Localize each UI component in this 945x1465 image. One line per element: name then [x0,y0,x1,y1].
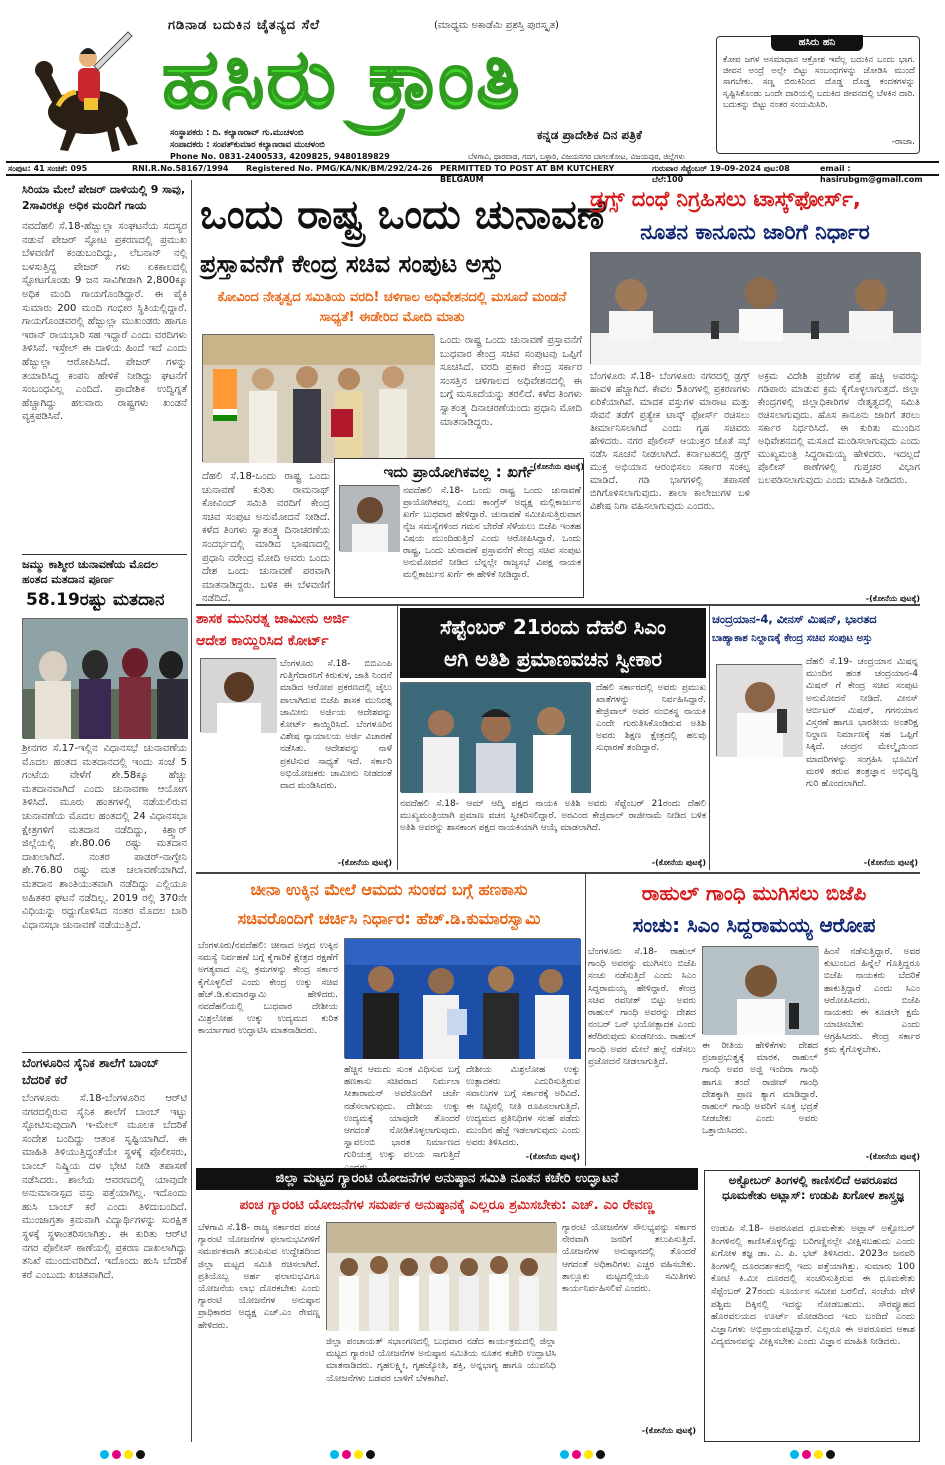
lead-photo [202,334,434,462]
school-bomb-headline: ಬೆಂಗಳೂರಿನ ಸೈನಿಕ ಶಾಲೆಗೆ ಬಾಂಬ್ ಬೆದರಿಕೆ ಕರೆ [22,1052,187,1088]
lead-subheadline: ಪ್ರಸ್ತಾವನೆಗೆ ಕೇಂದ್ರ ಸಚಿವ ಸಂಪುಟ ಅಸ್ತು [200,250,504,278]
school-bomb-text: ಬೆಂಗಳೂರು ಸೆ.18-ಬೆಂಗಳೂರಿನ ಆರ್‌ಟಿ ನಗರದಲ್ಲಿರುವ ಸೈನಿಕ ಶಾಲೆಗೆ ಬಾಂಬ್ ಇಟ್ಟು ಸ್ಫೋಟಿಸುವುದಾಗಿ ಇ-ಮೇಲ್ ಮೂಲಕ ಬೆದರಿಕೆ ಸಂದೇಶ ಬಂದಿದ್ದು ಆತಂಕ ಸೃಷ್ಟಿಯಾಗಿದೆ. ಈ ಮಾಹಿತಿ ತಿಳಿಯುತ್ತಿದ್ದಂತೆಯೇ ಸ್ಥಳಕ್ಕೆ ಪೊಲೀಸರು, ಬಾಂಬ್ ನಿಷ್ಕ್ರಿಯ ದಳ ಭೇಟಿ ನೀಡಿ ತಪಾಸಣೆ ನಡೆಸಿದರು. ಶಾಲೆಯ ಆವರಣದಲ್ಲಿ ಯಾವುದೇ ಅನುಮಾನಾಸ್ಪದ ವಸ್ತು ಪತ್ತೆಯಾಗಿಲ್ಲ. ಇದೊಂದು ಹುಸಿ ಬಾಂಬ್ ಕರೆ ಎಂದು ತಿಳಿದುಬಂದಿದೆ. ಮುಂಜಾಗ್ರತಾ ಕ್ರಮವಾಗಿ ವಿದ್ಯಾರ್ಥಿಗಳನ್ನು ಸುರಕ್ಷಿತ ಸ್ಥಳಕ್ಕೆ ಸ್ಥಳಾಂತರಿಸಲಾಗಿತ್ತು. ಈ ಕುರಿತು ಆರ್‌ಟಿ ನಗರ ಪೊಲೀಸ್ ಠಾಣೆಯಲ್ಲಿ ಪ್ರಕರಣ ದಾಖಲಾಗಿದ್ದು ತನಿಖೆ ಮುಂದುವರಿದಿದೆ. ಇದೊಂದು ಹುಸಿ ಬೆದರಿಕೆ ಕರೆ ಎಂಬುದು ಖಚಿತವಾಗಿದೆ. [22,1093,187,1281]
munirathna-photo [200,658,276,732]
thought-box-text: ಕೋಪ ಜಗಳ ಅಸಮಾಧಾನ ಆಕ್ರೋಶ ಇವೆಲ್ಲ ಬದುಕಿನ ಒಂದು ಭಾಗ. ಜೀವನ ಅಂದ್ರೆ ಅಲ್ಲೇ ಬಿಟ್ಟು ಸಂಬಂಧಗಳನ್ನು ಜೋಡಿಸಿ ಮುಂದೆ ಸಾಗಬೇಕು. ಸಣ್ಣ ಬಿರುಕಿನಿಂದ ದೊಡ್ಡ ದೊಡ್ಡ ಕಂದಕಗಳನ್ನು ಸೃಷ್ಟಿಸಿಕೊಂಡು ಒಂದೇ ದಾರಿಯಲ್ಲಿ ಬದುಕಿದ ಜೀವನದಲ್ಲಿ ಬೆಳಕಿನ ದಾರಿ. ಬದುಕನ್ನು ಬಿಟ್ಟು ನಂತರ ಸಂಯಮಿಸಿರಿ. [723,55,915,110]
rni-number: RNI.R.No.58167/1994 [132,164,229,173]
chandrayaan-credit: -(ಕೋನೆಯ ಪುಟಕ್ಕೆ) [863,858,918,867]
lead-story [196,180,606,605]
drugs-meeting-photo [590,252,920,364]
lead-headline: ಒಂದು ರಾಷ್ಟ್ರ ಒಂದು ಚುನಾವಣೆ [200,192,606,238]
comet-headline: ಅಕ್ಟೋಬರ್ ತಿಂಗಳಲ್ಲಿ ಕಾಣಿಸಲಿದೆ ಅಪರೂಪದ ಧೂಮಕೇತು ಅಟ್ಲಾಸ್: ಉಡುಪಿ ಖಗೋಳ ಶಾಸ್ತ್ರಜ್ಞ [722,1173,904,1202]
thought-box-sign: -ರಾಜಾ. [891,137,915,147]
registration-dot-yellow [584,1450,593,1459]
guarantee-text-b: ಜಿಲ್ಲಾ ಪಂಚಾಯತ್ ಸಭಾಂಗಣದಲ್ಲಿ ಬುಧವಾರ ನಡೆದ ಕಾರ್ಯಕ್ರಮದಲ್ಲಿ ಜಿಲ್ಲಾ ಮಟ್ಟದ ಗ್ಯಾರಂಟಿ ಯೋಜನೆಗಳ ಅನುಷ್ಠಾನ ಸಮಿತಿಯ ನೂತನ ಕಚೇರಿ ಉದ್ಘಾಟಿಸಿ ಮಾತನಾಡಿದರು. ಗೃಹಲಕ್ಷ್ಮೀ, ಗೃಹಜ್ಯೋತಿ, ಶಕ್ತಿ, ಅನ್ನಭಾಗ್ಯ ಹಾಗೂ ಯುವನಿಧಿ ಯೋಜನೆಗಳು ಬಡವರ ಬಾಳಿಗೆ ಬೆಳಕಾಗಿವೆ. [326,1337,556,1384]
steel-headline-1: ಚೀನಾ ಉಕ್ಕಿನ ಮೇಲೆ ಆಮದು ಸುಂಕದ ಬಗ್ಗೆ ಹಣಕಾಸು [250,880,528,899]
registration-dot-yellow [124,1450,133,1459]
guarantee-photo [326,1222,556,1330]
drugs-headline-1: ಡ್ರಗ್ಸ್ ದಂಧೆ ನಿಗ್ರಹಿಸಲು ಟಾಸ್ಕ್‌ಫೋರ್ಸ್, [590,187,861,211]
atishi-headline-2: ಆಗಿ ಅತಿಶಿ ಪ್ರಮಾಣವಚನ ಸ್ವೀಕಾರ [444,647,662,671]
issue-date: ಗುರುವಾರ ಸೆಪ್ಟೆಂಬರ್ 19-09-2024 ಪುಟ:08 ಬೆಲೆ:100 [652,164,790,184]
chandrayaan-headline-2: ಬಾಹ್ಯಾಕಾಶ ನಿಲ್ದಾಣಕ್ಕೆ ಕೇಂದ್ರ ಸಚಿವ ಸಂಪುಟ ಅಸ್ತು [712,633,873,644]
newspaper-subtitle: ಕನ್ನಡ ಪ್ರಾದೇಶಿಕ ದಿನ ಪತ್ರಿಕೆ [537,128,642,142]
registration-dot-black [136,1450,145,1459]
rahul-text-a: ಬೆಂಗಳೂರು ಸೆ.18- ರಾಹುಲ್ ಗಾಂಧಿ ಅವರನ್ನು ಮುಗಿಸಲು ಬಿಜೆಪಿ ಸಂಚು ನಡೆಸುತ್ತಿದೆ ಎಂದು ಸಿಎಂ ಸಿದ್ದರಾಮಯ್ಯ ಹೇಳಿದ್ದಾರೆ. ಕೇಂದ್ರ ಸಚಿವ ರವನೀತ್ ಬಿಟ್ಟು ಅವರು ರಾಹುಲ್ ಗಾಂಧಿ ಅವರನ್ನು ದೇಶದ ನಂಬರ್ ಒನ್ ಭಯೋತ್ಪಾದಕ ಎಂದು ಕರೆದಿರುವುದು ಖಂಡನೀಯ. ರಾಹುಲ್ ಗಾಂಧಿ ಅವರ ಮೇಲೆ ಹಲ್ಲೆ ನಡೆಸಲು ಪ್ರಚೋದನೆ ನೀಡಲಾಗುತ್ತಿದೆ. [588,947,696,1067]
founder-line: ಸಂಸ್ಥಾಪಕರು : ದಿ. ಕಲ್ಯಾಣರಾವ್ ಗು.ಮುಚಳಂಬಿ [170,128,304,138]
districts-line: ಬೆಳಗಾವಿ, ಧಾರವಾಡ, ಗದಗ, ಬಳ್ಳಾರಿ, ವಿಜಯನಗರ ಬಾಗಲಕೋಟ, ವಿಜಯಪುರ, ಜಿಲ್ಲೆಗಳು [468,152,685,161]
comet-text: ಉಡುಪಿ ಸೆ.18- ಅಪರೂಪದ ಧೂಮಕೇತು ಅಟ್ಲಾಸ್ ಅಕ್ಟೋಬರ್ ತಿಂಗಳಿನಲ್ಲಿ ಕಾಣಿಸಿಕೊಳ್ಳಲಿದ್ದು ಬರಿಗಣ್ಣಿನಲ್ಲೇ ವೀಕ್ಷಿಸಬಹುದು ಎಂದು ಖಗೋಳ ತಜ್ಞ ಡಾ. ಎ. ಪಿ. ಭಟ್ ತಿಳಿಸಿದರು. 2023ರ ಜನವರಿ ತಿಂಗಳಲ್ಲಿ ದೂರದರ್ಶಕದಲ್ಲಿ ಇದು ಪತ್ತೆಯಾಗಿತ್ತು. ಸುಮಾರು 100 ಕೋಟಿ ಕಿ.ಮೀ ದೂರದಲ್ಲಿ ಸಂಚರಿಸುತ್ತಿರುವ ಈ ಧೂಮಕೇತು ಸೆಪ್ಟೆಂಬರ್ 27ರಂದು ಸೂರ್ಯನ ಸಮೀಪ ಬರಲಿದೆ. ಸಂಜೆಯ ವೇಳೆ ಪಶ್ಚಿಮ ದಿಕ್ಕಿನಲ್ಲಿ ಇದನ್ನು ನೋಡಬಹುದು. ಸೌರವ್ಯೂಹದ ಹೊರವಲಯದ ಊರ್ಟ್ ಮೋಡದಿಂದ ಇದು ಬಂದಿದೆ ಎಂದು ವಿಜ್ಞಾನಿಗಳು ಅಭಿಪ್ರಾಯಪಟ್ಟಿದ್ದಾರೆ. ಎಲ್ಲರೂ ಈ ಅಪರೂಪದ ಆಕಾಶ ವಿದ್ಯಮಾನವನ್ನು ವೀಕ್ಷಿಸಬೇಕು ಎಂದು ವಿಜ್ಞಾನ ಮಾಹಿತಿ ನೀಡಿದರು. [711,1223,915,1348]
munirathna-story [196,606,394,870]
registration-dot-magenta [342,1450,351,1459]
registration-dot-cyan [330,1450,339,1459]
atishi-photo [400,682,590,792]
guarantee-bar-text: ಜಿಲ್ಲಾ ಮಟ್ಟದ ಗ್ಯಾರಂಟಿ ಯೋಜನೆಗಳ ಅನುಷ್ಠಾನ ಸಮಿತಿ ನೂತನ ಕಚೇರಿ ಉದ್ಘಾಟನೆ [275,1171,619,1186]
steel-photo [344,938,580,1058]
munirathna-credit: -(ಕೋನೆಯ ಪುಟಕ್ಕೆ) [337,858,392,867]
munirathna-text: ಬೆಂಗಳೂರು ಸೆ.18- ಬಿಬಿಎಂಪಿ ಗುತ್ತಿಗೆದಾರನಿಗೆ ಕಿರುಕುಳ, ಜಾತಿ ನಿಂದನೆ ಮಾಡಿದ ಆರೋಪ ಪ್ರಕರಣದಲ್ಲಿ ಜೈಲು ಪಾಲಾಗಿರುವ ಬಿಜೆಪಿ ಶಾಸಕ ಮುನಿರತ್ನ ಜಾಮೀನು ಅರ್ಜಿಯ ಆದೇಶವನ್ನು ಕೋರ್ಟ್ ಕಾಯ್ದಿರಿಸಿದೆ. ಬೆಂಗಳೂರಿನ ವಿಶೇಷ ನ್ಯಾಯಾಲಯ ಅರ್ಜಿ ವಿಚಾರಣೆ ನಡೆಸಿತು. ಆದೇಶವನ್ನು ನಾಳೆ ಪ್ರಕಟಿಸುವ ಸಾಧ್ಯತೆ ಇದೆ. ಸರ್ಕಾರಿ ಅಭಿಯೋಜಕರು ಜಾಮೀನು ನೀಡದಂತೆ ವಾದ ಮಂಡಿಸಿದರು. [280,659,392,792]
chandrayaan-story [712,606,920,870]
guarantee-story [196,1168,698,1444]
issue-number: ಸಂಪುಟ: 41 ಸಂಚಿಕೆ: 095 [8,164,88,173]
registration-dot-black [826,1450,835,1459]
steel-text-c: ದೇಶೀಯ ಮಿಶ್ರಲೋಹ ಉಕ್ಕು ಉತ್ಪಾದಕರು ಎದುರಿಸುತ್ತಿರುವ ಸವಾಲುಗಳ ಬಗ್ಗೆ ಸರ್ಕಾರಕ್ಕೆ ಅರಿವಿದೆ. ಈ ನಿಟ್ಟಿನಲ್ಲಿ ನೀತಿ ರೂಪಿಸಲಾಗುತ್ತಿದೆ. ಉದ್ಯಮದ ಪ್ರತಿನಿಧಿಗಳ ಸಲಹೆ ಪಡೆದು ಮುಂದಿನ ಹೆಜ್ಜೆ ಇಡಲಾಗುವುದು ಎಂದು ಅವರು ತಿಳಿಸಿದರು. [466,1065,580,1149]
lead-credit: -(ಕೋನೆಯ ಪುಟಕ್ಕೆ) [529,462,584,471]
lead-text-b: ದೆಹಲಿ ಸೆ.18-ಒಂದು ರಾಷ್ಟ್ರ ಒಂದು ಚುನಾವಣೆ ಕುರಿತು ರಾಮನಾಥ್ ಕೋವಿಂದ್ ಸಮಿತಿ ವರದಿಗೆ ಕೇಂದ್ರ ಸಚಿವ ಸಂಪುಟ ಅನುಮೋದನೆ ನೀಡಿದೆ. ಕಳೆದ ತಿಂಗಳು ಸ್ವಾತಂತ್ರ್ಯ ದಿನಾಚರಣೆಯ ಸಂದರ್ಭದಲ್ಲಿ ಮಾಡಿದ ಭಾಷಣದಲ್ಲಿ ಪ್ರಧಾನಿ ನರೇಂದ್ರ ಮೋದಿ ಅವರು ಒಂದು ದೇಶ ಒಂದು ಚುನಾವಣೆ ಪರವಾಗಿ ಮಾತನಾಡಿದ್ದರು. ಬಳಿಕ ಈ ಬೆಳವಣಿಗೆ ನಡೆದಿದೆ. [202,471,330,605]
atishi-side-text: ದೆಹಲಿ ಸರ್ಕಾರದಲ್ಲಿ ಅವರು ಪ್ರಮುಖ ಖಾತೆಗಳನ್ನು ನಿರ್ವಹಿಸಿದ್ದಾರೆ. ಕೇಜ್ರಿವಾಲ್ ಅವರ ನಂಬಿಕಸ್ಥ ನಾಯಕಿ ಎಂದೇ ಗುರುತಿಸಿಕೊಂಡಿರುವ ಅತಿಶಿ ಅವರು ಶಿಕ್ಷಣ ಕ್ಷೇತ್ರದಲ್ಲಿ ಹಲವು ಸುಧಾರಣೆ ತಂದಿದ್ದಾರೆ. [596,683,706,753]
atishi-credit: -(ಕೋನೆಯ ಪುಟಕ್ಕೆ) [651,858,706,867]
rahul-text-b: ಈ ರೀತಿಯ ಹೇಳಿಕೆಗಳು ದೇಶದ ಪ್ರಜಾಪ್ರಭುತ್ವಕ್ಕೆ ಮಾರಕ. ರಾಹುಲ್ ಗಾಂಧಿ ಅವರ ಅಜ್ಜಿ ಇಂದಿರಾ ಗಾಂಧಿ ಹಾಗೂ ತಂದೆ ರಾಜೀವ್ ಗಾಂಧಿ ದೇಶಕ್ಕಾಗಿ ಪ್ರಾಣ ತ್ಯಾಗ ಮಾಡಿದ್ದಾರೆ. ರಾಹುಲ್ ಗಾಂಧಿ ಅವರಿಗೆ ಸೂಕ್ತ ಭದ್ರತೆ ನೀಡಬೇಕು ಎಂದು ಅವರು ಒತ್ತಾಯಿಸಿದರು. [702,1041,818,1137]
siddaramaiah-photo [702,946,818,1034]
editor-line: ಸಂಪಾದಕರು : ಸಂಪತ್‌ಕುಮಾರ ಕಲ್ಯಾಣರಾವ ಮುಚಳಂಬಿ [170,140,325,150]
drugs-story [590,180,920,610]
rahul-headline-1: ರಾಹುಲ್ ಗಾಂಧಿ ಮುಗಿಸಲು ಬಿಜೆಪಿ [641,881,867,905]
info-bar [6,161,939,184]
registration-dot-yellow [354,1450,363,1459]
registration-dot-yellow [814,1450,823,1459]
steel-credit: -(ಕೋನೆಯ ಪುಟಕ್ಕೆ) [525,1152,580,1161]
registration-dot-black [596,1450,605,1459]
jk-text: ಶ್ರೀನಗರ ಸೆ.17-ಇಲ್ಲಿನ ವಿಧಾನಸಭೆ ಚುನಾವಣೆಯ ಮೊದಲ ಹಂತದ ಮತದಾನದಲ್ಲಿ ಇಂದು ಸಂಜೆ 5 ಗಂಟೆಯ ವೇಳೆಗೆ ಶೇ.58ಕ್ಕೂ ಹೆಚ್ಚು ಮತದಾನವಾಗಿದೆ ಎಂದು ಚುನಾವಣಾ ಆಯೋಗ ತಿಳಿಸಿದೆ. ಮೂರು ಹಂತಗಳಲ್ಲಿ ನಡೆಯಲಿರುವ ಚುನಾವಣೆಯ ಮೊದಲ ಹಂತದಲ್ಲಿ 24 ವಿಧಾನಸಭಾ ಕ್ಷೇತ್ರಗಳಿಗೆ ಮತದಾನ ನಡೆದಿದ್ದು, ಕಿಶ್ತ್ವಾರ್ ಜಿಲ್ಲೆಯಲ್ಲಿ ಶೇ.80.06 ರಷ್ಟು ಮತದಾನ ದಾಖಲಾಗಿದೆ. ನಂತರ ಪಾಡರ್-ನಾಗ್ಸೇನಿ ಶೇ.76.80 ರಷ್ಟು ಮತ ಚಲಾವಣೆಯಾಗಿದೆ. ಮತದಾನ ಶಾಂತಿಯುತವಾಗಿ ನಡೆದಿದ್ದು ಎಲ್ಲಿಯೂ ಅಹಿತಕರ ಘಟನೆ ನಡೆದಿಲ್ಲ. 2019 ರಲ್ಲಿ 370ನೇ ವಿಧಿಯನ್ನು ರದ್ದುಗೊಳಿಸಿದ ನಂತರ ಮೊದಲ ಬಾರಿ ವಿಧಾನಸಭಾ ಚುನಾವಣೆ ನಡೆಯುತ್ತಿದೆ. [22,743,187,931]
registration-dot-magenta [802,1450,811,1459]
registration-number: Registered No. PMG/KA/NK/BM/292/24-26 [246,164,433,173]
comet-story [704,1170,920,1442]
drugs-headline-2: ನೂತನ ಕಾನೂನು ಜಾರಿಗೆ ನಿರ್ಧಾರ [640,220,870,244]
kharge-box [334,458,584,598]
kharge-text: ನವದೆಹಲಿ ಸೆ.18- ಒಂದು ರಾಷ್ಟ್ರ ಒಂದು ಚುನಾವಣೆ ಪ್ರಾಯೋಗಿಕವಲ್ಲ ಎಂದು ಕಾಂಗ್ರೆಸ್ ಅಧ್ಯಕ್ಷ ಮಲ್ಲಿಕಾರ್ಜುನ ಖರ್ಗೆ ಬುಧವಾರ ಹೇಳಿದ್ದಾರೆ. ಚುನಾವಣೆ ಸಮೀಪಿಸುತ್ತಿರುವಾಗ ನೈಜ ಸಮಸ್ಯೆಗಳಿಂದ ಗಮನ ಬೇರೆಡೆ ಸೆಳೆಯಲು ಬಿಜೆಪಿ ಇಂತಹ ವಿಷಯ ಮುಂದಿಡುತ್ತಿದೆ ಎಂದು ಆರೋಪಿಸಿದ್ದಾರೆ. ಒಂದು ರಾಷ್ಟ್ರ, ಒಂದು ಚುನಾವಣೆ ಪ್ರಸ್ತಾವನೆಗೆ ಕೇಂದ್ರ ಸಚಿವ ಸಂಪುಟ ಅನುಮೋದನೆ ನೀಡಿದ ಬೆನ್ನಲ್ಲೇ ರಾಜ್ಯಸಭೆ ವಿಪಕ್ಷ ನಾಯಕ ಮಲ್ಲಿಕಾರ್ಜುನ ಖರ್ಗೆ ಈ ಹೇಳಿಕೆ ನೀಡಿದ್ದಾರೆ. [403,486,581,580]
newspaper-title: ಹಸಿರು ಕ್ರಾಂತಿ [162,32,522,127]
guarantee-bar [196,1168,698,1190]
munirathna-headline-2: ಆದೇಶ ಕಾಯ್ದಿರಿಸಿದ ಕೋರ್ಟ್ [196,633,329,649]
drugs-credit: -(ಕೋನೆಯ ಪುಟಕ್ಕೆ) [865,594,920,603]
jk-big-figure: 58.19ರಷ್ಟು ಮತದಾನ [26,590,165,610]
lead-text-a: ಒಂದು ರಾಷ್ಟ್ರ ಒಂದು ಚುನಾವಣೆ ಪ್ರಸ್ತಾವನೆಗೆ ಬುಧವಾರ ಕೇಂದ್ರ ಸಚಿವ ಸಂಪುಟವು ಒಪ್ಪಿಗೆ ಸೂಚಿಸಿದೆ. ವರದಿ ಪ್ರಕಾರ ಕೇಂದ್ರ ಸರ್ಕಾರ ಸಂಸತ್ತಿನ ಚಳಿಗಾಲದ ಅಧಿವೇಶನದಲ್ಲಿ ಈ ಬಗ್ಗೆ ಮಸೂದೆಯನ್ನು ತರಲಿದೆ. ಕಳೆದ ತಿಂಗಳು ಸ್ವಾತಂತ್ರ್ಯ ದಿನಾಚರಣೆಯಂದು ಪ್ರಧಾನಿ ಮೋದಿ ಮಾತನಾಡಿದ್ದರು. [440,335,582,428]
chandrayaan-photo [716,664,802,756]
registration-dot-cyan [560,1450,569,1459]
postal-permit: PERMITTED TO POST AT BM KUTCHERY BELGAUM [440,164,615,184]
kharge-headline: ಇದು ಪ್ರಾಯೋಗಿಕವಲ್ಲ : ಖರ್ಗೆ [383,463,535,481]
left-column [22,180,187,1442]
syria-headline: ಸಿರಿಯಾ ಮೇಲೆ ಪೇಜರ್ ದಾಳಿಯಲ್ಲಿ 9 ಸಾವು, 2ಸಾವಿರಕ್ಕೂ ಅಧಿಕ ಮಂದಿಗೆ ಗಾಯ [22,183,186,212]
registration-dot-magenta [572,1450,581,1459]
steel-text-b: ಹೆಚ್ಚಿನ ಆಮದು ಸುಂಕ ವಿಧಿಸುವ ಬಗ್ಗೆ ಹಣಕಾಸು ಸಚಿವರಾದ ನಿರ್ಮಲಾ ಸೀತಾರಾಮನ್ ಅವರೊಂದಿಗೆ ಚರ್ಚೆ ನಡೆಸಲಾಗುವುದು. ದೇಶೀಯ ಉಕ್ಕು ಉದ್ಯಮಕ್ಕೆ ಯಾವುದೇ ತೊಂದರೆ ಆಗದಂತೆ ನೋಡಿಕೊಳ್ಳಲಾಗುವುದು. ಸ್ವಾವಲಂಬಿ ಭಾರತ ನಿರ್ಮಾಣದ ಗುರಿಯತ್ತ ಉಕ್ಕು ವಲಯ ಸಾಗುತ್ತಿದೆ [344,1065,460,1161]
chandrayaan-headline-1: ಚಂದ್ರಯಾನ-4, ವೀನಸ್ ಮಿಷನ್, ಭಾರತದ [712,612,877,626]
jk-voters-photo [22,618,187,738]
steel-text-a: ಬೆಂಗಳೂರು/ನವದೆಹಲಿ: ಚೀನಾದ ಅಗ್ಗದ ಉಕ್ಕಿನ ಸಮಸ್ಯೆ ನಿರ್ವಹಣೆ ಬಗ್ಗೆ ಕೈಗಾರಿಕೆ ಕ್ಷೇತ್ರದ ರಕ್ಷಣೆಗೆ ಅಗತ್ಯವಾದ ಎಲ್ಲ ಕ್ರಮಗಳನ್ನು ಕೇಂದ್ರ ಸರ್ಕಾರ ಕೈಗೊಳ್ಳಲಿದೆ ಎಂದು ಕೇಂದ್ರ ಉಕ್ಕು ಸಚಿವ ಹೆಚ್.ಡಿ.ಕುಮಾರಸ್ವಾಮಿ ಹೇಳಿದರು. ನವದೆಹಲಿಯಲ್ಲಿ ಬುಧವಾರ ದೇಶೀಯ ಮಿಶ್ರಲೋಹ ಉಕ್ಕು ಉದ್ಯಮದ ಕುರಿತ ಕಾರ್ಯಾಗಾರ ಉದ್ಘಾಟಿಸಿ ಮಾತನಾಡಿದರು. [198,941,338,1037]
steel-headline-2: ಸಚಿವರೊಂದಿಗೆ ಚರ್ಚಿಸಿ ನಿರ್ಧಾರ: ಹೆಚ್.ಡಿ.ಕುಮಾರಸ್ವಾಮಿ [237,909,541,928]
atishi-divider [709,606,710,870]
kharge-photo [339,485,399,551]
rahul-headline-2: ಸಂಚು: ಸಿಎಂ ಸಿದ್ದರಾಮಯ್ಯ ಆರೋಪ [632,913,876,937]
rahul-story [588,874,920,1166]
masthead [0,0,945,160]
atishi-headline-box [400,608,706,678]
masthead-logo [28,14,148,154]
guarantee-text-c: ಗ್ಯಾರಂಟಿ ಯೋಜನೆಗಳ ಸೌಲಭ್ಯವನ್ನು ಸರ್ಕಾರ ನೇರವಾಗಿ ಜನರಿಗೆ ತಲುಪಿಸುತ್ತಿದೆ. ಯೋಜನೆಗಳ ಅನುಷ್ಠಾನದಲ್ಲಿ ತೊಂದರೆ ಆಗದಂತೆ ಅಧಿಕಾರಿಗಳು ಎಚ್ಚರ ವಹಿಸಬೇಕು. ತಾಲ್ಲೂಕು ಮಟ್ಟದಲ್ಲಿಯೂ ಸಮಿತಿಗಳು ಕಾರ್ಯನಿರ್ವಹಿಸಲಿವೆ ಎಂದರು. [562,1223,696,1295]
syria-text: ನವದೆಹಲಿ ಸೆ.18-ಹೆಜ್ಬುಲ್ಲಾ ಸಂಘಟನೆಯ ಸದಸ್ಯರ ನಡುವೆ ಪೇಜರ್ ಸ್ಫೋಟ ಪ್ರಕರಣದಲ್ಲಿ ಪ್ರಮುಖ ಬೆಳವಣಿಗೆ ಕಂಡುಬಂದಿದ್ದು, ಲೆಬನಾನ್ ನಲ್ಲಿ ಬಳಸುತ್ತಿದ್ದ ಪೇಜರ್ ಗಳು ಏಕಕಾಲದಲ್ಲಿ ಸ್ಫೋಟಗೊಂಡು 9 ಜನ ಸಾವಿಗೀಡಾಗಿ 2,800ಕ್ಕೂ ಅಧಿಕ ಮಂದಿ ಗಾಯಗೊಂಡಿದ್ದಾರೆ. ಈ ಪೈಕಿ ಸುಮಾರು 200 ಮಂದಿ ಗಂಭೀರ ಸ್ಥಿತಿಯಲ್ಲಿದ್ದಾರೆ. ಗಾಯಗೊಂಡವರಲ್ಲಿ ಹೆಜ್ಬುಲ್ಲಾ ಮುಖಂಡರು ಹಾಗೂ ಇರಾನ್ ರಾಯಭಾರಿ ಸಹ ಇದ್ದಾರೆ ಎಂದು ವರದಿಗಳು ತಿಳಿಸಿವೆ. ಇಸ್ರೇಲ್ ಈ ದಾಳಿಯ ಹಿಂದೆ ಇದೆ ಎಂದು ಹೆಜ್ಬುಲ್ಲಾ ಆರೋಪಿಸಿದೆ. ಪೇಜರ್ ಗಳನ್ನು ತಯಾರಿಸಿದ್ದ ಕಂಪನಿ ಹೇಳಿಕೆ ನೀಡಿದ್ದು ಘಟನೆಗೆ ಸಂಬಂಧವಿಲ್ಲ ಎಂದಿದೆ. ಪ್ರಾದೇಶಿಕ ಉದ್ವಿಗ್ನತೆ ಹೆಚ್ಚಾಗಿದ್ದು ಹಲವಾರು ರಾಷ್ಟ್ರಗಳು ಖಂಡನೆ ವ್ಯಕ್ತಪಡಿಸಿವೆ. [22,221,187,423]
atishi-text: ನವದೆಹಲಿ ಸೆ.18- ಆಮ್ ಆದ್ಮಿ ಪಕ್ಷದ ನಾಯಕಿ ಅತಿಶಿ ಅವರು ಸೆಪ್ಟೆಂಬರ್ 21ರಂದು ದೆಹಲಿ ಮುಖ್ಯಮಂತ್ರಿಯಾಗಿ ಪ್ರಮಾಣ ವಚನ ಸ್ವೀಕರಿಸಲಿದ್ದಾರೆ. ಅರವಿಂದ ಕೇಜ್ರಿವಾಲ್ ರಾಜೀನಾಮೆ ನೀಡಿದ ಬಳಿಕ ಅತಿಶಿ ಅವರನ್ನು ಶಾಸಕಾಂಗ ಪಕ್ಷದ ನಾಯಕಿಯಾಗಿ ಆಯ್ಕೆ ಮಾಡಲಾಗಿದೆ. [400,799,706,833]
thought-box [716,36,920,154]
registration-dot-cyan [100,1450,109,1459]
munirathna-headline-1: ಶಾಸಕ ಮುನಿರತ್ನ ಜಾಮೀನು ಅರ್ಜಿ [196,611,350,627]
rahul-text-c: ಹಿಂಸೆ ನಡೆಸುತ್ತಿದ್ದಾರೆ. ಅವರ ಕುಟುಂಬದ ಹಿನ್ನೆಲೆ ಗೊತ್ತಿದ್ದರೂ ಬಿಜೆಪಿ ನಾಯಕರು ಬೆದರಿಕೆ ಹಾಕುತ್ತಿದ್ದಾರೆ ಎಂದು ಸಿಎಂ ಆರೋಪಿಸಿದರು. ಬಿಜೆಪಿ ನಾಯಕರು ಈ ಕೂಡಲೇ ಕ್ಷಮೆ ಯಾಚಿಸಬೇಕು ಎಂದು ಆಗ್ರಹಿಸಿದರು. ಕೇಂದ್ರ ಸರ್ಕಾರ ಕ್ರಮ ಕೈಗೊಳ್ಳಬೇಕು. [824,947,920,1055]
contact-email: email : hasirubgm@gmail.com [820,164,923,184]
guarantee-credit: -(ಕೋನೆಯ ಪುಟಕ್ಕೆ) [641,1426,696,1435]
drugs-text-b: ಅಕ್ರಮ ವಿದೇಶಿ ಪ್ರಜೆಗಳ ಪತ್ತೆ ಹಚ್ಚಿ ಅವರನ್ನು ಗಡಿಪಾರು ಮಾಡುವ ಕ್ರಮ ಕೈಗೊಳ್ಳಲಾಗುತ್ತದೆ. ಜಿಲ್ಲಾ ಕೇಂದ್ರಗಳಲ್ಲಿ ಜಿಲ್ಲಾಧಿಕಾರಿಗಳ ನೇತೃತ್ವದಲ್ಲಿ ಸಮಿತಿ ರಚಿಸಲಾಗುವುದು. ಹೊಸ ಕಾನೂನು ಜಾರಿಗೆ ತರಲು ಸರ್ಕಾರ ನಿರ್ಧರಿಸಿದೆ. ಈ ಕುರಿತು ಮುಂದಿನ ಅಧಿವೇಶನದಲ್ಲಿ ಮಸೂದೆ ಮಂಡಿಸಲಾಗುವುದು ಎಂದು ಮುಖ್ಯಮಂತ್ರಿ ಸಿದ್ದರಾಮಯ್ಯ ಹೇಳಿದರು. ಇದಲ್ಲದೆ ಪೊಲೀಸ್ ಠಾಣೆಗಳಲ್ಲಿ ಗುಪ್ತಚರ ವಿಭಾಗ ಬಲಪಡಿಸಲಾಗುವುದು ಎಂದು ಮಾಹಿತಿ ನೀಡಿದರು. [758,371,920,486]
phone-line: Phone No. 0831-2400533, 4209825, 9480189829 [170,152,390,161]
top-tagline: ಗಡಿನಾಡ ಬದುಕಿನ ಚೈತನ್ಯದ ಸೆಲೆ [168,18,320,33]
rahul-credit: -(ಕೋನೆಯ ಪುಟಕ್ಕೆ) [865,1152,920,1161]
chandrayaan-text: ದೆಹಲಿ ಸೆ.19- ಚಂದ್ರಯಾನ ಮಿಷನ್ನ ಮುಂದಿನ ಹಂತ ಚಂದ್ರಯಾನ-4 ಮಿಷನ್ ಗೆ ಕೇಂದ್ರ ಸಚಿವ ಸಂಪುಟ ಅನುಮೋದನೆ ನೀಡಿದೆ. ವೀನಸ್ ಆರ್ಬಿಟರ್ ಮಿಷನ್, ಗಗನಯಾನ ವಿಸ್ತರಣೆ ಹಾಗೂ ಭಾರತೀಯ ಅಂತರಿಕ್ಷ ನಿಲ್ದಾಣ ನಿರ್ಮಾಣಕ್ಕೆ ಸಹ ಒಪ್ಪಿಗೆ ಸಿಕ್ಕಿದೆ. ಚಂದ್ರನ ಮೇಲ್ಮೈಯಿಂದ ಮಾದರಿಗಳನ್ನು ಸಂಗ್ರಹಿಸಿ ಭೂಮಿಗೆ ಮರಳಿ ತರುವ ತಂತ್ರಜ್ಞಾನ ಅಭಿವೃದ್ಧಿ ಗುರಿ ಹೊಂದಲಾಗಿದೆ. [806,657,918,790]
lead-kicker: ಕೋವಿಂದ ನೇತೃತ್ವದ ಸಮಿತಿಯ ವರದಿ! ಚಳಿಗಾಲ ಅಧಿವೇಶನದಲ್ಲಿ ಮಸೂದೆ ಮಂಡನೆ ಸಾಧ್ಯತೆ! ಈಡೇರಿದ ಮೋದಿ ಮಾತು [217,290,567,325]
left-column-divider [191,180,192,1442]
steel-story [196,874,582,1166]
registration-dot-black [366,1450,375,1459]
munirathna-divider [397,606,398,870]
drugs-text-a: ಬೆಂಗಳೂರು ಸೆ.18- ಬೆಂಗಳೂರು ನಗರದಲ್ಲಿ ಡ್ರಗ್ಸ್ ಹಾವಳಿ ಹೆಚ್ಚಾಗಿದೆ. ಕೇವಲ 5ತಿಂಗಳಲ್ಲಿ ಪ್ರಕರಣಗಳು ಏರಿಕೆಯಾಗಿವೆ. ಮಾದಕ ವಸ್ತುಗಳ ಮಾರಾಟ ಮತ್ತು ಸೇವನೆ ತಡೆಗೆ ಪ್ರತ್ಯೇಕ ಟಾಸ್ಕ್ ಫೋರ್ಸ್ ರಚಿಸಲು ತೀರ್ಮಾನಿಸಲಾಗಿದೆ ಎಂದು ಗೃಹ ಸಚಿವರು ಹೇಳಿದರು. ನಗರ ಪೊಲೀಸ್ ಆಯುಕ್ತರ ಜೊತೆ ಸಭೆ ನಡೆಸಿ ಸೂಚನೆ ನೀಡಲಾಗಿದೆ. ಕರ್ನಾಟಕದಲ್ಲಿ ಡ್ರಗ್ಸ್ ಮುಕ್ತ ಅಭಿಯಾನ ಆರಂಭಿಸಲು ಸರ್ಕಾರ ಸಂಕಲ್ಪ ಮಾಡಿದೆ. ಗಡಿ ಭಾಗಗಳಲ್ಲಿ ತಪಾಸಣೆ ಬಿಗಿಗೊಳಿಸಲಾಗುವುದು. ಶಾಲಾ ಕಾಲೇಜುಗಳ ಬಳಿ ವಿಶೇಷ ನಿಗಾ ವಹಿಸಲಾಗುವುದು ಎಂದರು. [590,371,750,512]
guarantee-headline: ಪಂಚ ಗ್ಯಾರಂಟಿ ಯೋಜನೆಗಳ ಸಮರ್ಪಕ ಅನುಷ್ಠಾನಕ್ಕೆ ಎಲ್ಲರೂ ಶ್ರಮಿಸಬೇಕು: ಎಚ್. ಎಂ ರೇವಣ್ಣ [239,1197,655,1213]
recognition-line: (ಮಾಧ್ಯಮ ಅಕಾಡೆಮಿ ಪ್ರಶಸ್ತಿ ಪುರಸ್ಕೃತ) [434,20,559,31]
atishi-story [400,606,706,870]
steel-divider [585,874,586,1166]
registration-dot-magenta [112,1450,121,1459]
jk-headline: ಜಮ್ಮು ಕಾಶ್ಮೀರ ಚುನಾವಣೆಯ ಮೊದಲ ಹಂತದ ಮತದಾನ ಪೂರ್ಣ [22,554,187,586]
registration-dot-cyan [790,1450,799,1459]
atishi-headline-1: ಸೆಪ್ಟೆಂಬರ್ 21ರಂದು ದೆಹಲಿ ಸಿಎಂ [439,615,667,639]
guarantee-text-a: ಬೆಳಗಾವಿ ಸೆ.18- ರಾಜ್ಯ ಸರ್ಕಾರದ ಪಂಚ ಗ್ಯಾರಂಟಿ ಯೋಜನೆಗಳ ಫಲಾನುಭವಿಗಳಿಗೆ ಸಮರ್ಪಕವಾಗಿ ತಲುಪಿಸುವ ಉದ್ದೇಶದಿಂದ ಜಿಲ್ಲಾ ಮಟ್ಟದ ಸಮಿತಿ ರಚಿಸಲಾಗಿದೆ. ಪ್ರತಿಯೊಬ್ಬ ಅರ್ಹ ಫಲಾನುಭವಿಗೂ ಯೋಜನೆಯ ಲಾಭ ದೊರಕಬೇಕು ಎಂದು ಗ್ಯಾರಂಟಿ ಯೋಜನೆಗಳ ಅನುಷ್ಠಾನ ಪ್ರಾಧಿಕಾರದ ಅಧ್ಯಕ್ಷ ಎಚ್.ಎಂ ರೇವಣ್ಣ ಹೇಳಿದರು. [198,1223,320,1331]
thought-box-title: ಹಸಿರು ಹನಿ [771,35,863,51]
